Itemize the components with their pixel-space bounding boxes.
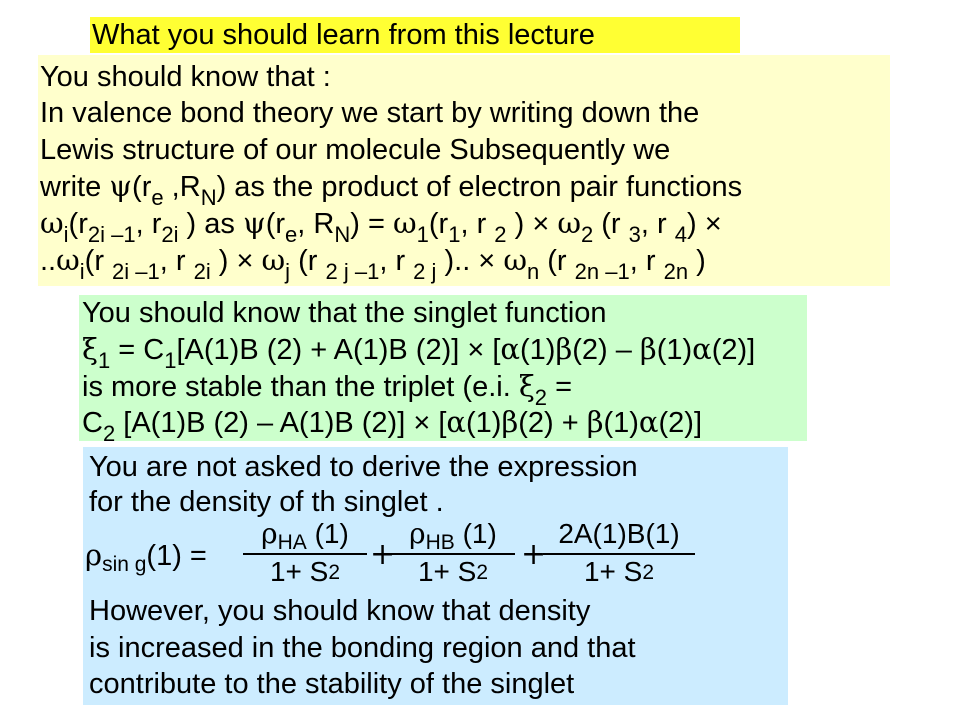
- singlet-function-box: [79, 295, 807, 446]
- psi-symbol: ψ: [109, 169, 133, 203]
- omega-symbol: ω: [392, 206, 417, 240]
- subscript: 2 j: [325, 259, 349, 284]
- text: (r: [68, 208, 88, 240]
- superscript: 2: [328, 561, 341, 584]
- box1-line-4: [40, 168, 743, 210]
- text: write: [40, 171, 110, 203]
- rho-symbol: ρ: [85, 538, 103, 572]
- text: ).. ×: [436, 245, 504, 277]
- text: , r: [629, 245, 664, 277]
- alpha-symbol: α: [446, 405, 466, 439]
- omega-symbol: ω: [56, 243, 80, 277]
- text: (1): [656, 334, 693, 366]
- subscript: 2i: [161, 222, 179, 247]
- text: , r: [640, 208, 675, 240]
- subscript: –1: [599, 259, 630, 284]
- subscript: –1: [105, 222, 136, 247]
- subscript: 3: [628, 222, 641, 247]
- density-formula: [83, 517, 788, 587]
- text: ) as: [178, 208, 243, 240]
- alpha-symbol: α: [500, 332, 521, 366]
- text: (2)]: [711, 334, 756, 366]
- numerator: [243, 519, 367, 552]
- text: =: [547, 371, 573, 403]
- subscript: 1: [164, 348, 177, 373]
- denominator: [243, 557, 367, 590]
- omega-symbol: ω: [261, 243, 286, 277]
- text: , r: [159, 245, 194, 277]
- box1-line-1: You should know that :: [40, 61, 331, 93]
- text: (2) +: [518, 407, 587, 439]
- subscript: N: [200, 185, 217, 210]
- omega-symbol: ω: [557, 206, 581, 240]
- subscript: e: [151, 185, 164, 210]
- box3-line-1: You are not asked to derive the expression: [89, 451, 638, 483]
- text: (2)]: [658, 407, 703, 439]
- text: (1): [465, 407, 502, 439]
- text: , R: [297, 208, 335, 240]
- beta-symbol: β: [586, 405, 604, 439]
- text: , r: [460, 208, 495, 240]
- rho-symbol: ρ: [261, 517, 278, 550]
- superscript: 2: [476, 561, 489, 584]
- fraction-bar: [543, 553, 695, 555]
- plus-sign: +: [370, 537, 396, 572]
- text: ) ×: [210, 245, 262, 277]
- beta-symbol: β: [639, 332, 657, 366]
- text: (r: [84, 245, 113, 277]
- subscript: i: [79, 259, 85, 284]
- box3-line-4: is increased in the bonding region and that: [89, 632, 636, 664]
- subscript: 2: [102, 421, 116, 446]
- subscript: 2i: [193, 259, 211, 284]
- text: 1+ S: [583, 556, 643, 587]
- text: is more stable than the triplet (e.i.: [82, 371, 519, 403]
- subscript: 4: [674, 222, 687, 247]
- omega-symbol: ω: [40, 206, 64, 240]
- text: (2) –: [572, 334, 640, 366]
- psi-symbol: ψ: [242, 206, 266, 240]
- subscript: HA: [277, 531, 307, 554]
- subscript: –1: [348, 259, 380, 284]
- text: (r: [428, 208, 449, 240]
- subscript: 2n: [663, 259, 689, 284]
- text: 1+ S: [417, 556, 477, 587]
- subscript: –1: [129, 259, 160, 284]
- beta-symbol: β: [555, 332, 573, 366]
- text: (1): [603, 407, 639, 439]
- subscript: e: [285, 222, 298, 247]
- fraction-bar: [243, 553, 367, 555]
- subscript: 2 j: [413, 259, 437, 284]
- box1-line-5: [40, 205, 722, 247]
- text: ) ×: [687, 208, 722, 240]
- text: (1): [306, 518, 349, 549]
- text: [A(1)B (2) + A(1)B (2)] × [: [176, 334, 501, 366]
- subscript: 1: [416, 222, 429, 247]
- box2-line-3: [82, 368, 573, 410]
- text: ,R: [163, 171, 201, 203]
- text: (r: [132, 171, 152, 203]
- text: ): [688, 245, 706, 277]
- subscript: i: [63, 222, 69, 247]
- fraction-bar: [391, 553, 515, 555]
- denominator: [543, 557, 695, 590]
- box3-line-5: contribute to the stability of the singlet: [89, 668, 575, 700]
- box1-line-6: [40, 242, 706, 284]
- subscript: 1: [97, 348, 111, 373]
- rho-symbol: ρ: [409, 517, 426, 550]
- superscript: 2: [642, 561, 655, 584]
- xi-symbol: ξ: [82, 332, 98, 366]
- beta-symbol: β: [501, 405, 519, 439]
- subscript: HB: [425, 531, 455, 554]
- formula-lhs: [85, 537, 207, 577]
- slide-title: What you should learn from this lecture: [92, 19, 595, 51]
- subscript: 2i: [112, 259, 130, 284]
- subscript: 1: [448, 222, 461, 247]
- subscript: N: [334, 222, 351, 247]
- text: (r: [290, 245, 326, 277]
- text: ) =: [350, 208, 393, 240]
- text: (1): [520, 334, 556, 366]
- box3-line-3: However, you should know that density: [89, 595, 591, 627]
- omega-symbol: ω: [503, 243, 527, 277]
- subscript: 2i: [87, 222, 105, 247]
- xi-symbol: ξ: [518, 369, 535, 403]
- subscript: 2: [580, 222, 594, 247]
- subscript: 2n: [574, 259, 600, 284]
- box2-line-1: You should know that the singlet function: [82, 297, 607, 329]
- box1-line-2: In valence bond theory we start by writing down the: [40, 97, 700, 129]
- text: 1+ S: [269, 556, 329, 587]
- subscript: 2: [494, 222, 507, 247]
- text: , r: [379, 245, 414, 277]
- text: (1) =: [146, 540, 207, 572]
- subscript: n: [526, 259, 540, 284]
- box1-line-3: Lewis structure of our molecule Subsequently we: [40, 134, 671, 166]
- text: (r: [593, 208, 629, 240]
- text: (1): [454, 518, 497, 549]
- box3-line-2: for the density of th singlet .: [89, 486, 444, 518]
- valence-bond-box: [38, 55, 890, 286]
- subscript: j: [285, 259, 291, 284]
- text: C: [82, 407, 103, 439]
- fraction-hb: [391, 517, 515, 587]
- text: (r: [539, 245, 575, 277]
- singlet-density-box: [83, 447, 788, 705]
- fraction-ab: [543, 517, 695, 587]
- text: ) as the product of electron pair functions: [216, 171, 743, 203]
- alpha-symbol: α: [692, 332, 712, 366]
- numerator: [391, 519, 515, 552]
- alpha-symbol: α: [638, 405, 659, 439]
- text: [A(1)B (2) – A(1)B (2)] × [: [115, 407, 447, 439]
- text: , r: [135, 208, 162, 240]
- denominator: [391, 557, 515, 590]
- numerator: 2A(1)B(1): [558, 518, 680, 549]
- subscript: 2: [534, 385, 548, 410]
- box2-line-4: [82, 404, 703, 446]
- text: (r: [265, 208, 286, 240]
- plus-sign: +: [521, 537, 547, 572]
- box2-line-2: [82, 331, 756, 373]
- subscript: sin g: [102, 553, 147, 576]
- title-banner: [90, 17, 740, 53]
- text: ) ×: [506, 208, 558, 240]
- fraction-ha: [243, 517, 367, 587]
- text: = C: [110, 334, 165, 366]
- text: ..: [40, 245, 57, 277]
